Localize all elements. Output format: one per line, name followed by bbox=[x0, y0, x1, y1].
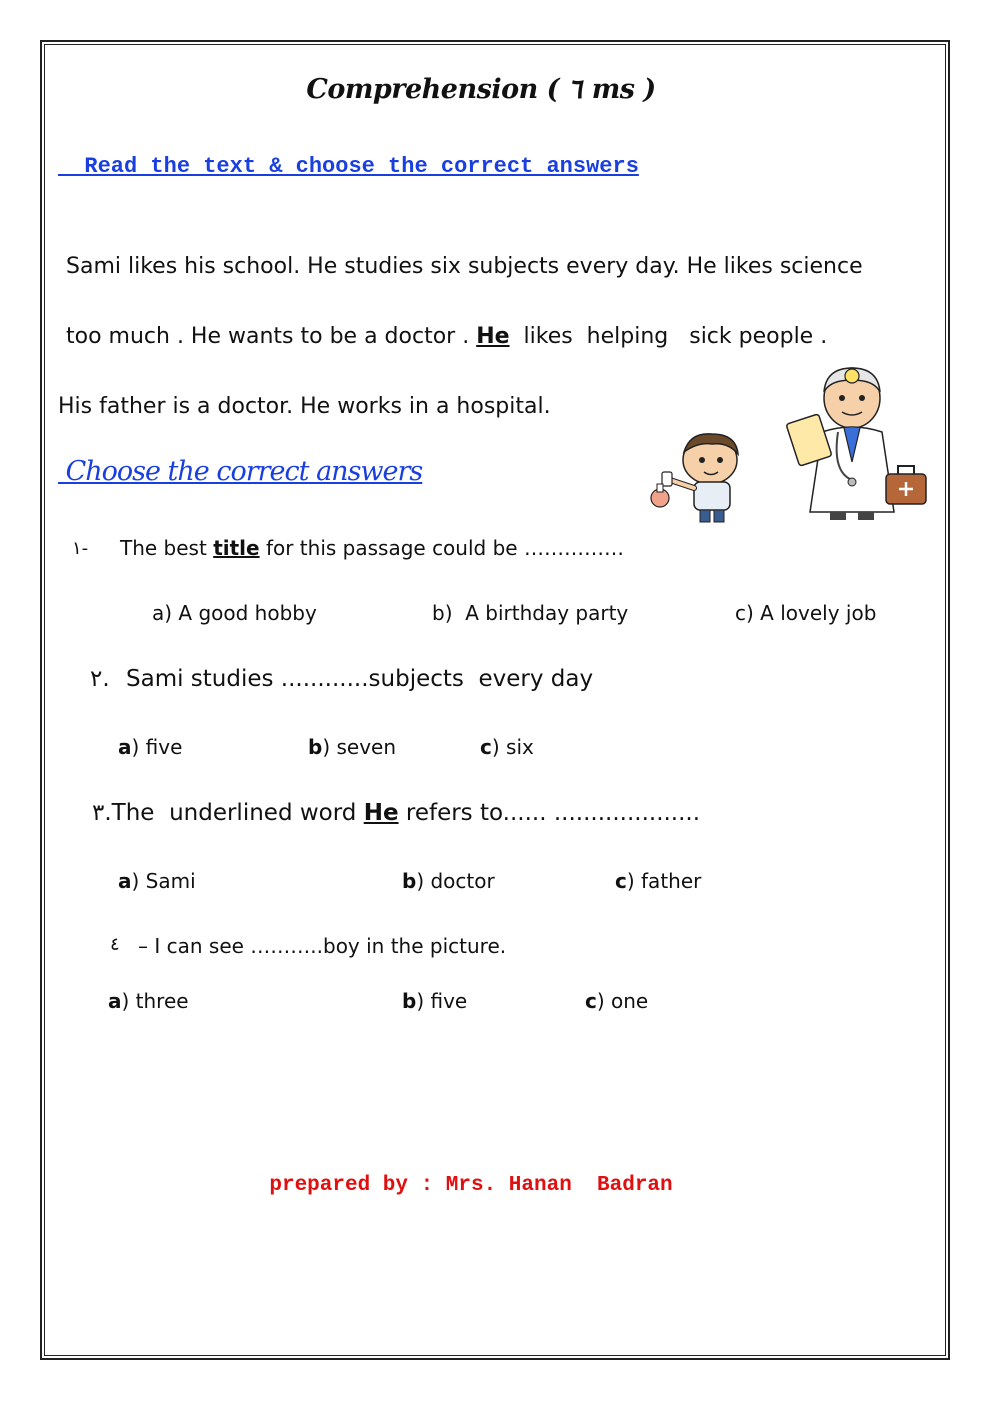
question-3-option-a[interactable]: a) Sami bbox=[118, 869, 196, 893]
question-1-text: The best title for this passage could be …………… bbox=[120, 536, 624, 560]
question-4-text: – I can see ………..boy in the picture. bbox=[138, 934, 507, 958]
question-2-option-b[interactable]: b) seven bbox=[308, 735, 397, 759]
question-3-option-b[interactable]: b) doctor bbox=[402, 869, 495, 893]
boy-scientist-icon bbox=[640, 430, 760, 525]
question-4-option-c[interactable]: c) one bbox=[585, 989, 649, 1013]
section-subheading: Choose the correct answers bbox=[58, 456, 423, 487]
page-border-inner bbox=[44, 44, 946, 1356]
question-1-number: ١- bbox=[72, 538, 89, 559]
question-4-option-a[interactable]: a) three bbox=[108, 989, 189, 1013]
doctor-icon bbox=[782, 362, 932, 522]
question-2-text: Sami studies ............subjects every day bbox=[126, 666, 594, 692]
question-3-option-c[interactable]: c) father bbox=[615, 869, 702, 893]
passage-line-3: His father is a doctor. He works in a hospital. bbox=[58, 394, 551, 419]
question-2-number: ٢. bbox=[90, 666, 110, 692]
question-4-option-b[interactable]: b) five bbox=[402, 989, 468, 1013]
passage-line-2: too much . He wants to be a doctor . He likes helping sick people . bbox=[66, 324, 828, 349]
author-credit: prepared by : Mrs. Hanan Badran bbox=[269, 1174, 673, 1197]
question-3-number: ٣ bbox=[92, 800, 105, 826]
question-2-option-c[interactable]: c) six bbox=[480, 735, 534, 759]
underlined-word: He bbox=[476, 324, 510, 349]
question-3-text: ٣.The underlined word He refers to...... .................... bbox=[92, 800, 701, 826]
question-1-option-c[interactable]: c) A lovely job bbox=[735, 601, 877, 625]
passage-line-1: Sami likes his school. He studies six subjects every day. He likes science bbox=[66, 254, 863, 279]
instruction-heading: Read the text & choose the correct answers bbox=[58, 154, 639, 179]
page-title: Comprehension ( ٦ ms ) bbox=[306, 74, 656, 105]
question-4-number: ٤ bbox=[110, 934, 120, 955]
question-2-option-a[interactable]: a) five bbox=[118, 735, 183, 759]
question-1-option-a[interactable]: a) A good hobby bbox=[152, 601, 317, 625]
question-1-option-b[interactable]: b) A birthday party bbox=[432, 601, 629, 625]
